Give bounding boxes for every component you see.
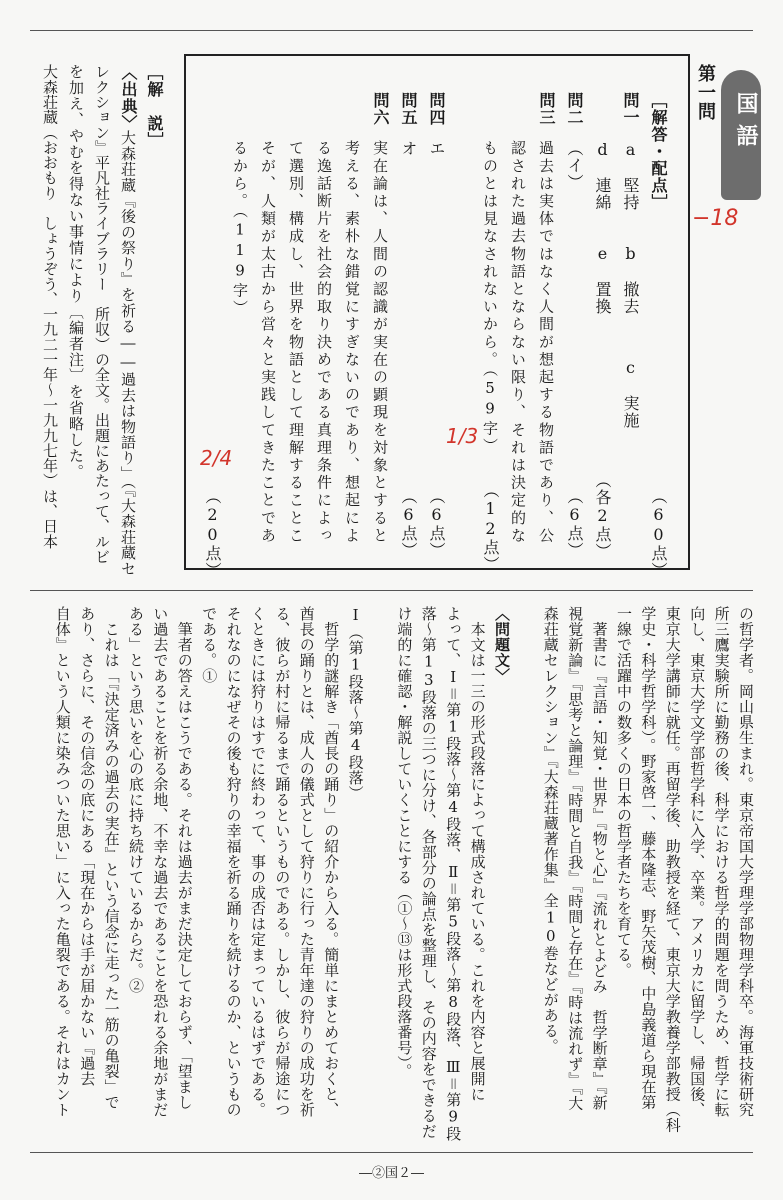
commentary-line3: を加え、やむを得ない事情により〔編者注〕を省略した。 <box>67 64 85 480</box>
q1-label: 問一 <box>621 92 640 126</box>
subject-tab-label: 国語 <box>733 92 758 156</box>
q6-line2: 考える、素朴な錯覚にすぎないのであり、想起によ <box>343 140 361 545</box>
q6-line4: て選別、構成し、世界を物語として理解することこ <box>287 140 305 545</box>
q3-line1: 過去は実体ではなく人間が想起する物語であり、公 <box>537 140 555 545</box>
q6-line1: 実在論は、人間の認識が実在の顕現を対象とすると <box>371 140 389 545</box>
q2-answer: （イ） <box>565 140 584 191</box>
q1-score: （各2点） <box>593 472 612 560</box>
body-column: である。① <box>200 606 219 684</box>
body-column: け端的に確認・解説していくことにする（①～⑬は形式段落番号）。 <box>395 606 414 1079</box>
q3-line3: ものとは見なされないから。（59字） <box>481 140 499 456</box>
body-column: 酋長の踊りとは、成人の儀式として狩りに行った青年達の狩りの成功を祈 <box>297 606 316 1118</box>
body-column: 向し、東京大学文学部哲学科に入学、卒業。アメリカに留学し、帰国後、 <box>688 606 707 1118</box>
body-column: 本文は一三の形式段落によって構成されている。これを内容と展開に <box>468 606 487 1102</box>
commentary-heading: ［解 説］ <box>145 64 164 149</box>
q6-label: 問六 <box>371 92 390 126</box>
q4-answer: エ <box>427 140 446 157</box>
body-column: Ⅰ（第1段落～第4段落） <box>346 606 365 801</box>
body-column: い過去であることを祈る余地、不幸な過去であることを恐れる余地がまだ <box>151 606 170 1118</box>
body-column: それなのになぜその後も狩りの幸福を祈る踊りを続けるのか、というもの <box>224 606 243 1118</box>
handwritten-q6-mark: 2/4 <box>200 446 233 470</box>
q5-answer: オ <box>399 140 418 157</box>
body-column: あり、さらに、その信念の底にある「現在からは手が届かない『過去 <box>78 606 97 1087</box>
q3-label: 問三 <box>537 92 556 126</box>
answer-heading: ［解答・配点］ <box>649 92 668 211</box>
q4-label: 問四 <box>427 92 446 126</box>
body-column: る、彼らが村に帰るまで踊るというものである。しかし、彼らが帰途につ <box>273 606 292 1118</box>
q2-score: （6点） <box>565 488 584 559</box>
bottom-rule <box>30 1152 753 1153</box>
body-column: 学史・科学哲学科）。野家啓一、藤本隆志、野矢茂樹、中島義道ら現在第 <box>639 606 658 1110</box>
body-column: くときには狩りはすでに終わって、事の成否は定まっているはずである。 <box>249 606 267 1118</box>
q5-label: 問五 <box>399 92 418 126</box>
body-column: これは「『決定済みの過去の実在』という信念に走った一筋の亀裂」で <box>102 606 121 1110</box>
q1-a: a 堅持 <box>621 140 640 211</box>
q1-d: d 連綿 <box>593 140 612 211</box>
source-label: 〈出典〉 <box>119 64 138 132</box>
body-column: 著書に『言語・知覚・世界』『物と心』『流れとよどみ 哲学断章』『新 <box>590 606 609 1111</box>
q4-score: （6点） <box>427 488 446 559</box>
body-column: 〈問題文〉 <box>493 606 511 684</box>
body-column: 哲学的謎解き「酋長の踊り」の紹介から入る。簡単にまとめておくと、 <box>322 606 341 1118</box>
handwritten-q3-mark: 1/3 <box>446 424 479 448</box>
q6-line3: る逸話断片を社会的取り決めである真理条件によっ <box>315 140 333 545</box>
body-column: よって、Ⅰ＝第1段落～第4段落、Ⅱ＝第5段落～第8段落、Ⅲ＝第9段 <box>444 606 463 1142</box>
total-score: （60点） <box>649 488 668 579</box>
body-column: 森荘蔵セレクション』『大森荘蔵著作集』全10巻などがある。 <box>541 606 560 1054</box>
body-column: 視覚新論』『思考と論理』『時間と自我』『時間と存在』『時は流れず』『大 <box>566 606 585 1111</box>
body-column: 筆者の答えはこうである。それは過去がまだ決定しておらず、「望まし <box>175 606 194 1110</box>
body-column: 東京大学講師に就任。再留学後、助教授を経て、東京大学教養学部教授（科 <box>663 606 682 1133</box>
q1-b: b 撤去 <box>621 244 640 315</box>
handwritten-score: −18 <box>692 206 739 231</box>
q1-e: e 置換 <box>593 244 612 315</box>
body-column: 自体』という人類に染みついた思い」に入った亀裂である。それはカント <box>53 606 72 1118</box>
commentary-line2: レクション』平凡社ライブラリー 所収）の全文。出題にあたって、ルビ <box>93 64 111 564</box>
q5-score: （6点） <box>399 488 418 559</box>
top-rule <box>30 30 753 31</box>
middle-rule <box>30 590 753 591</box>
section-title: 第一問 <box>695 64 716 121</box>
page-number: ―②国２― <box>358 1166 424 1181</box>
body-column: 一線で活躍中の数多くの日本の哲学者たちを育てる。 <box>615 606 633 978</box>
q3-line2: 認された過去物語とならない限り、それは決定的な <box>509 140 527 545</box>
q6-line5: そが、人類が太古から営々と実践してきたことであ <box>259 140 277 545</box>
commentary-line1: 大森荘蔵『後の祭り』を祈る――過去は物語り」（『大森荘蔵セ <box>119 130 137 577</box>
q6-score: （20点） <box>203 488 222 579</box>
body-column: の哲学者。岡山県生まれ。東京帝国大学理学部物理学科卒。海軍技術研究 <box>737 606 755 1118</box>
q1-c: c 実施 <box>621 358 640 429</box>
body-column: ある」という思いを心の底に持ち続けているからだ。② <box>127 606 145 994</box>
q2-label: 問二 <box>565 92 584 126</box>
q3-score: （12点） <box>481 482 500 573</box>
q6-line6: るから。（119字） <box>231 140 249 318</box>
body-column: 所三鷹実験所に勤務の後、科学における哲学的問題を問うため、哲学に転 <box>712 606 731 1118</box>
body-column: 落～第13段落の三つに分け、各部分の論点を整理し、その内容をできるだ <box>419 606 438 1139</box>
commentary-line4: 大森荘蔵（おおもり しょうぞう、一九二一年～一九九七年）は、日本 <box>41 64 59 549</box>
subject-tab <box>721 70 761 200</box>
